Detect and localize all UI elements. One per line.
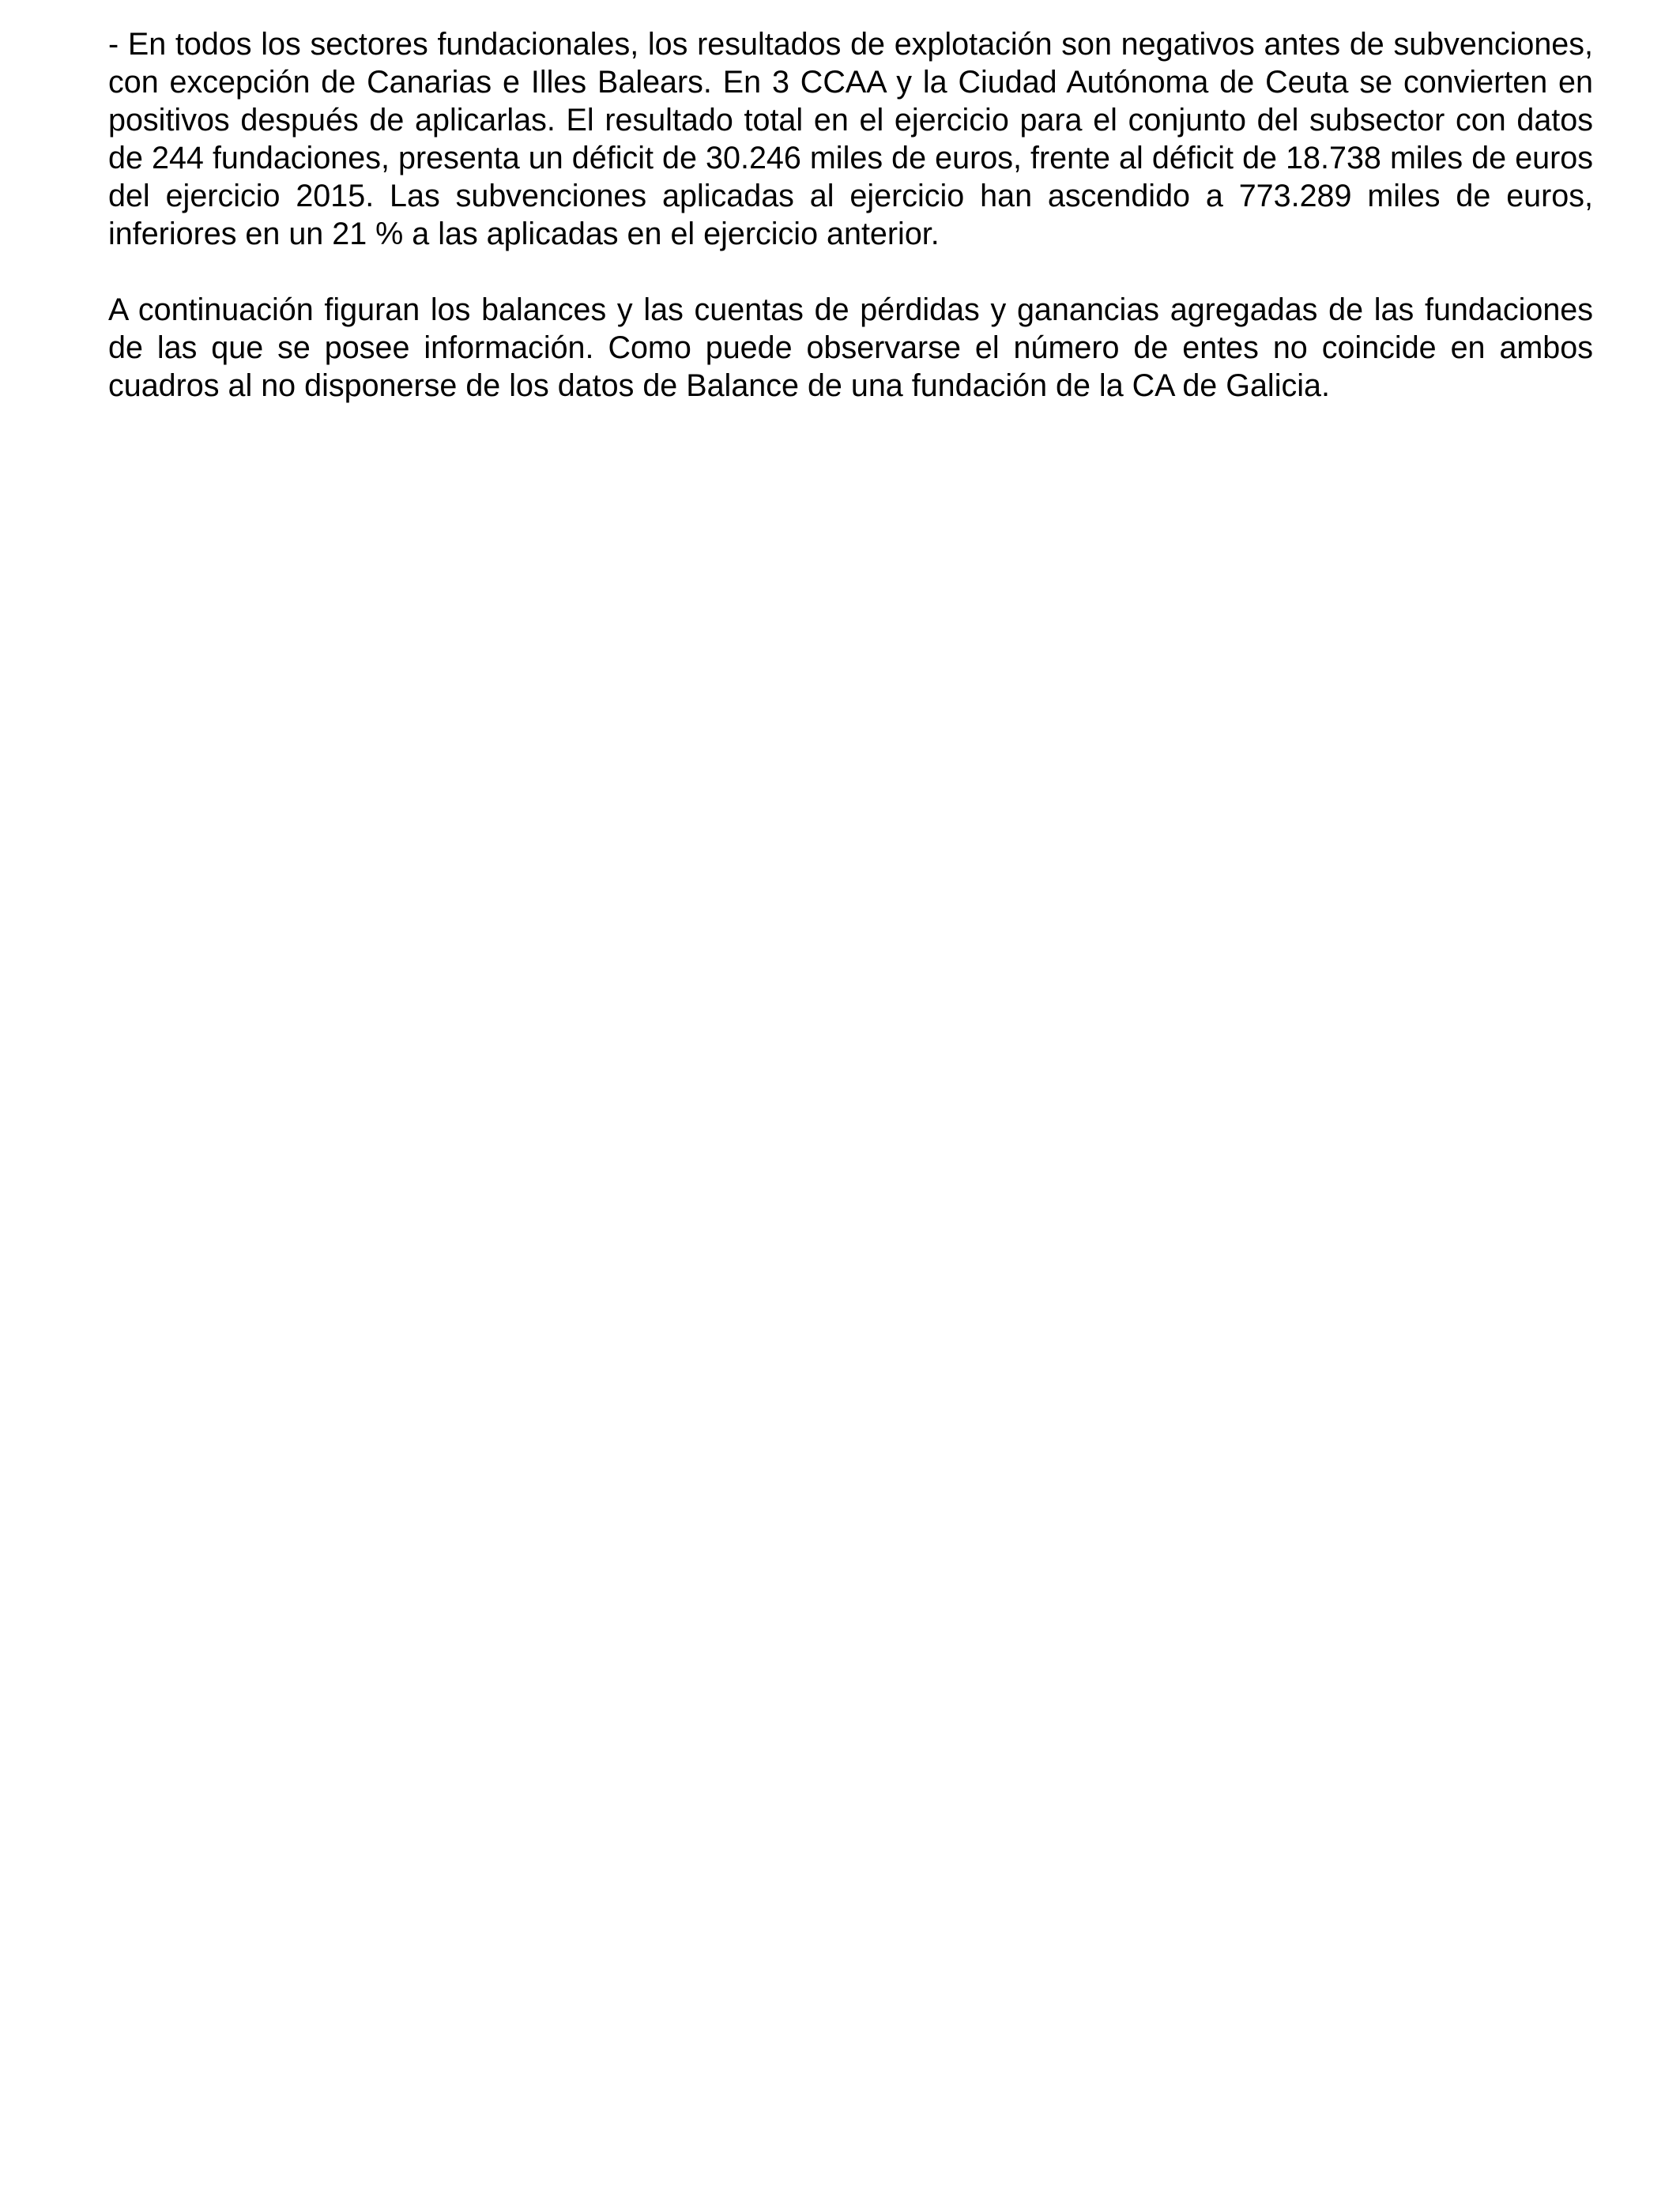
document-body xyxy=(108,25,1593,405)
paragraph-balances-cuentas: A continuación figuran los balances y las cuentas de pérdidas y ganancias agregadas de las fundaciones de las que se posee información. Como puede observarse el número de entes no coincide en ambos cuadros al no disponerse de los datos de Balance de una fundación de la CA de Galicia. xyxy=(108,292,1593,403)
paragraph-resultados-explotacion: - En todos los sectores fundacionales, los resultados de explotación son negativos antes de subvenciones, con excepción de Canarias e Illes Balears. En 3 CCAA y la Ciudad Autónoma de Ceuta se convierten en positivos después de aplicarlas. El resultado total en el ejercicio para el conjunto del subsector con datos de 244 fundaciones, presenta un déficit de 30.246 miles de euros, frente al déficit de 18.738 miles de euros del ejercicio 2015. Las subvenciones aplicadas al ejercicio han ascendido a 773.289 miles de euros, inferiores en un 21 % a las aplicadas en el ejercicio anterior. xyxy=(108,27,1593,251)
